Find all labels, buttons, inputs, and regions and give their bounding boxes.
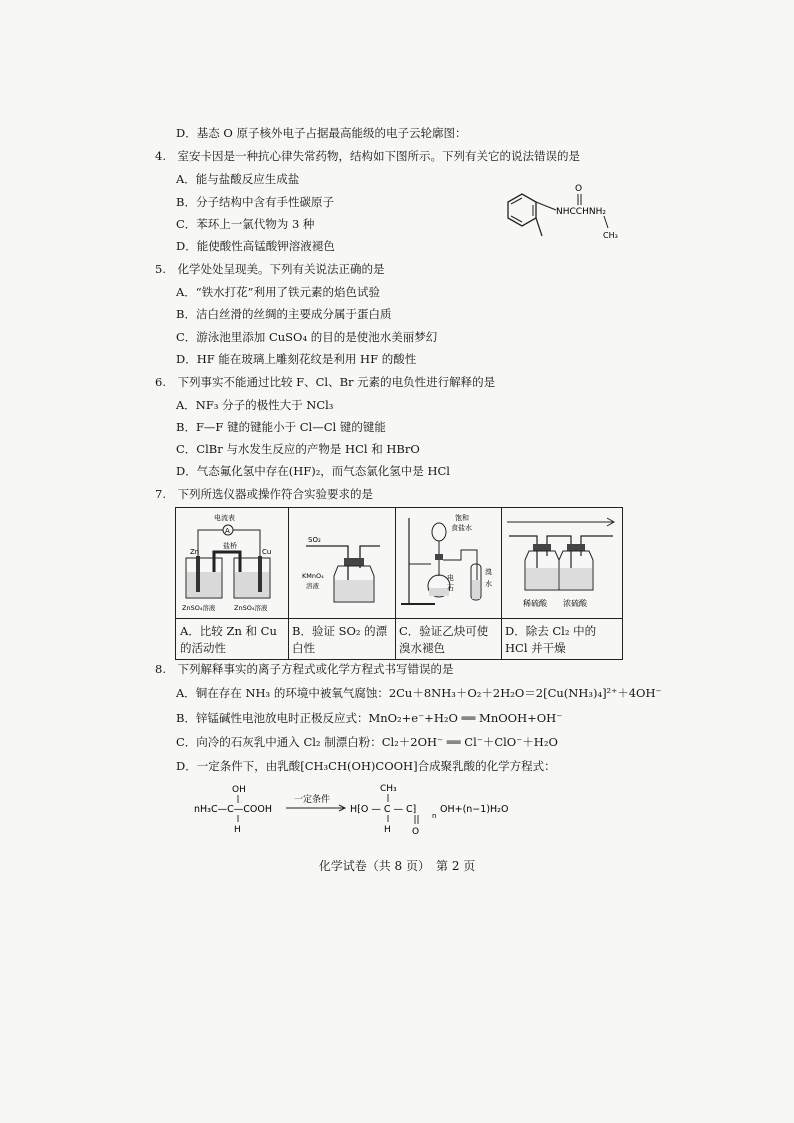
label-ammeter: A (225, 527, 230, 535)
caption-b: B．验证 SO₂ 的漂白性 (292, 624, 388, 655)
eq-right-b: OH+(n−1)H₂O (440, 804, 509, 815)
eq-left: nH₃C—C—COOH (194, 804, 272, 815)
so2-bottle-diagram (288, 508, 395, 619)
eq-ch3: CH₃ (380, 784, 397, 794)
eq-condition: 一定条件 (294, 795, 331, 805)
caption-d: D．除去 Cl₂ 中的 HCl 并干燥 (505, 624, 597, 655)
gas-washing-diagram (501, 508, 622, 619)
apparatus-table (175, 507, 623, 660)
q5-stem: 5. 化学处处呈现美。下列有关说法正确的是 (155, 262, 385, 276)
q4-option-c: C．苯环上一氯代物为 3 种 (176, 217, 315, 231)
label-concentrated-sulfuric: 浓硫酸 (563, 599, 587, 608)
apparatus-d (501, 508, 622, 659)
q5-option-d: D．HF 能在玻璃上雕刻花纹是利用 HF 的酸性 (176, 352, 417, 366)
label-brine-1: 饱和 (455, 514, 469, 522)
q8-stem: 8. 下列解释事实的离子方程式或化学方程式书写错误的是 (155, 662, 454, 676)
label-solution-2: ZnSO₄溶液 (234, 604, 268, 612)
q3-option-d: D．基态 O 原子核外电子占据最高能级的电子云轮廓图： (176, 126, 467, 140)
eq-oh: OH (232, 785, 246, 795)
q8-option-b: B．锌锰碱性电池放电时正极反应式：MnO₂+e⁻+H₂O ══ MnOOH+OH⁻ (176, 711, 563, 725)
page-footer: 化学试卷（共 8 页） 第 2 页 (318, 859, 476, 873)
lidocaine-structure (500, 180, 630, 260)
label-cu: Cu (262, 548, 272, 556)
q4-option-b: B．分子结构中含有手性碳原子 (176, 195, 334, 209)
q6-option-d: D．气态氟化氢中存在(HF)₂，而气态氯化氢中是 HCl (176, 464, 450, 478)
label-dilute-sulfuric: 稀硫酸 (523, 599, 547, 608)
apparatus-c (395, 508, 502, 659)
label-bromine-1: 溴 (485, 568, 492, 576)
q4-stem: 4. 室安卡因是一种抗心律失常药物，结构如下图所示。下列有关它的说法错误的是 (155, 149, 580, 163)
polylactic-acid-equation (194, 782, 614, 842)
q5-option-c: C．游泳池里添加 CuSO₄ 的目的是使池水美丽梦幻 (176, 330, 438, 344)
structure-o: O (575, 184, 583, 194)
label-salt-bridge: 盐桥 (223, 542, 237, 550)
eq-n: n (432, 812, 437, 820)
label-zn: Zn (190, 548, 200, 556)
q8-option-c: C．向冷的石灰乳中通入 Cl₂ 制漂白粉：Cl₂＋2OH⁻ ══ Cl⁻＋ClO⁻＋H₂O (176, 735, 558, 749)
q8-option-a: A．铜在存在 NH₃ 的环境中被氧气腐蚀：2Cu＋8NH₃＋O₂＋2H₂O＝2[Cu(NH₃)₄]²⁺＋4OH⁻ (176, 686, 662, 700)
eq-h-left: H (234, 825, 241, 835)
q6-option-b: B．F—F 键的键能小于 Cl—Cl 键的键能 (176, 420, 386, 434)
galvanic-cell-diagram (176, 508, 288, 619)
q6-option-c: C．ClBr 与水发生反应的产物是 HCl 和 HBrO (176, 442, 420, 456)
q4-option-a: A．能与盐酸反应生成盐 (176, 172, 300, 186)
label-bromine-2: 水 (485, 580, 492, 588)
caption-c: C．验证乙炔可使溴水褪色 (399, 624, 489, 655)
eq-right-a: H⁅O — C — C⁆ (350, 804, 417, 815)
label-carbide-1: 电 (447, 574, 454, 582)
label-kmno4: KMnO₄ (302, 572, 324, 580)
q6-stem: 6. 下列事实不能通过比较 F、Cl、Br 元素的电负性进行解释的是 (155, 375, 496, 389)
structure-nh: NHCCHNH₂ (556, 207, 606, 217)
q8-option-d: D．一定条件下，由乳酸[CH₃CH(OH)COOH]合成聚乳酸的化学方程式： (176, 759, 556, 773)
apparatus-a (176, 508, 289, 659)
q5-option-a: A．“铁水打花”利用了铁元素的焰色试验 (176, 285, 381, 299)
label-b-solution: 溶液 (306, 582, 319, 590)
label-brine-2: 食盐水 (451, 524, 472, 532)
label-carbide-2: 石 (447, 584, 454, 592)
label-so2: SO₂ (308, 536, 321, 544)
label-meter: 电流表 (214, 514, 235, 522)
apparatus-b (288, 508, 396, 659)
q7-stem: 7. 下列所选仪器或操作符合实验要求的是 (155, 487, 373, 501)
q6-option-a: A．NF₃ 分子的极性大于 NCl₃ (176, 398, 334, 412)
q5-option-b: B．洁白丝滑的丝绸的主要成分属于蛋白质 (176, 307, 392, 321)
structure-ch3: CH₃ (603, 231, 618, 240)
acetylene-apparatus-diagram (395, 508, 501, 619)
eq-o: O (412, 827, 420, 837)
eq-h-right: H (384, 825, 391, 835)
caption-a: A．比较 Zn 和 Cu 的活动性 (180, 624, 277, 655)
q4-option-d: D．能使酸性高锰酸钾溶液褪色 (176, 239, 335, 253)
label-solution-1: ZnSO₄溶液 (182, 604, 216, 612)
